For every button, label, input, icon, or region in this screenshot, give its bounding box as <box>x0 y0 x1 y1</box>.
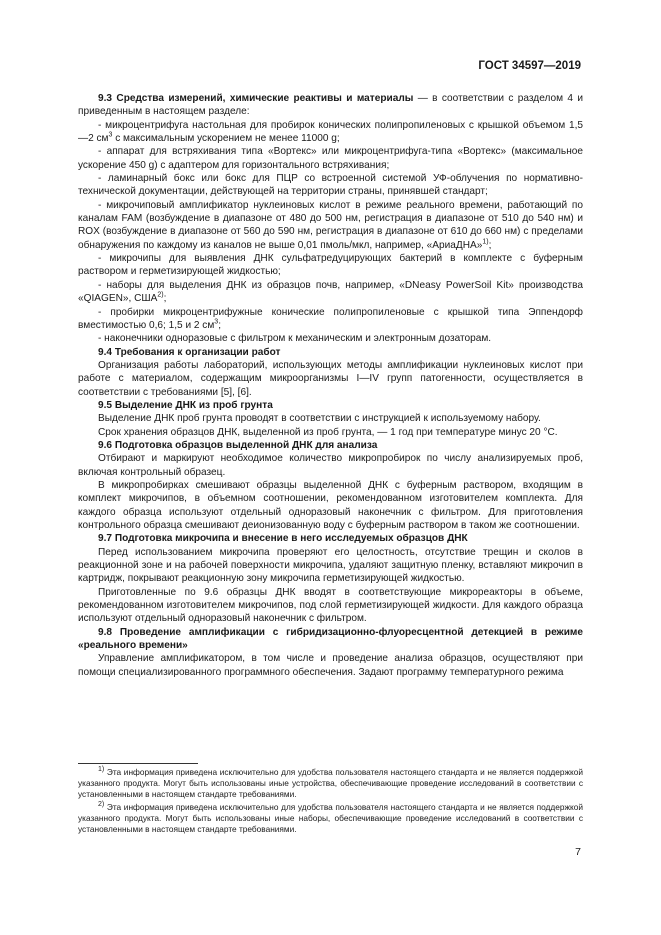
section-9-7-paragraph-2: Приготовленные по 9.6 образцы ДНК вводят в соответствующие микрореакторы в объеме, рекомендованном изготовителем микрочипов, под слой герметизирующей жидкости. Для каждого образца используют отдельный одноразовый наконечник с фильтром. <box>78 586 583 625</box>
list-item-laminar-box: - ламинарный бокс или бокс для ПЦР со встроенной системой УФ-облучения по нормативно-технической документации, действующей на территории страны, принявшей стандарт; <box>78 173 583 198</box>
list-item-microcentrifuge <box>78 119 583 146</box>
list-item-vortex: - аппарат для встряхивания типа «Вортекс» или микроцентрифуга-типа «Вортекс» (максимальное ускорение 450 g) с адаптером для горизонтального встряхивания; <box>78 146 583 171</box>
footnote-text: Эта информация приведена исключительно для удобства пользователя настоящего стандарта и не является поддержкой указанного продукта. Могут быть использованы иные устройства, обеспечивающие проведение исследований в соответствии с установленными в настоящем стандарте требованиями. <box>78 767 583 799</box>
section-9-7-heading: 9.7 Подготовка микрочипа и внесение в него исследуемых образцов ДНК <box>98 533 468 545</box>
section-9-8-paragraph-1: Управление амплификатором, в том числе и проведение анализа образцов, осуществляют при помощи специализированного программного обеспечения. Задают программу температурного режима <box>78 653 583 678</box>
page-number: 7 <box>575 846 581 858</box>
list-item-microchips: - микрочипы для выявления ДНК сульфатредуцирующих бактерий в комплекте с буферным раствором и герметизирующей жидкостью; <box>78 253 583 278</box>
section-9-6-paragraph-1: Отбирают и маркируют необходимое количество микропробирок по числу анализируемых проб, включая контрольный образец. <box>78 453 583 478</box>
list-item-text: ; <box>163 293 167 305</box>
footnote-ref: 2) <box>157 291 164 299</box>
footnote-ref: 1) <box>482 238 489 246</box>
section-9-3-number: 9.3 <box>98 93 113 104</box>
list-item-tips: - наконечники одноразовые с фильтром к механическим и электронным дозаторам. <box>98 333 492 345</box>
section-9-7-paragraph-1: Перед использованием микрочипа проверяют его целостность, отсутствие трещин и сколов в реакционной зоне и на рабочей поверхности микрочипа, удаляют защитную пленку, вставляют микрочип в картридж, покрывают реакционную зону микрочипа герметизирующей жидкостью. <box>78 546 583 585</box>
footnote-1 <box>78 767 583 800</box>
footnote-2 <box>78 802 583 835</box>
list-item-text: с максимальным ускорением не менее 11000 g; <box>112 133 340 145</box>
footnotes <box>78 767 583 837</box>
list-item-text: - наборы для выделения ДНК из образцов почв, например, «DNeasy PowerSoil Kit» производства «QIAGEN», США <box>78 279 583 305</box>
section-9-6-heading: 9.6 Подготовка образцов выделенной ДНК для анализа <box>98 439 378 451</box>
standard-header: ГОСТ 34597—2019 <box>478 60 581 72</box>
list-item-text: - микрочиповый амплификатор нуклеиновых кислот в режиме реального времени, работающий по каналам FAM (возбуждение в диапазоне от 480 до 500 нм, регистрация в диапазоне от 510 до 540 нм) и ROX (возбуждение в диапазоне от 560 до 590 нм, регистрация в диапазоне от 610 до 660 нм) с пределами обнаружения по каждому из каналов не выше 0,01 пмоль/мкл, например, «АриаДНА» <box>78 199 583 251</box>
list-item-amplifier <box>78 199 583 252</box>
superscript: 3 <box>214 318 219 326</box>
section-9-4-heading: 9.4 Требования к организации работ <box>98 346 281 358</box>
section-9-4-paragraph: Организация работы лабораторий, использующих методы амплификации нуклеиновых кислот при работе с материалом, содержащим микроорганизмы I—IV групп патогенности, осуществляется в соответствии с требованиями [5], [6]. <box>78 359 583 398</box>
section-9-5-paragraph-2: Срок хранения образцов ДНК, выделенной из проб грунта, — 1 год при температуре минус 20 °С. <box>98 426 558 438</box>
superscript: 3 <box>108 131 113 139</box>
section-9-3-title: Средства измерений, химические реактивы и материалы <box>116 93 414 104</box>
section-9-6-paragraph-2: В микропробирках смешивают образцы выделенной ДНК с буферным раствором, входящим в комплект микрочипов, в объемном соотношении, рекомендованном изготовителем комплекта. Для каждого образца используют отдельный одноразовый наконечник с фильтром. Для приготовления контрольного образца смешивают деионизованную воду с буферным раствором в таком же соотношении. <box>78 479 583 531</box>
section-9-3-intro-text: — в соответствии с разделом 4 и приведенным в настоящем разделе: <box>78 93 583 118</box>
list-item-tubes <box>78 306 583 333</box>
section-9-3-intro <box>78 92 583 119</box>
footnote-text: Эта информация приведена исключительно для удобства пользователя настоящего стандарта и не является поддержкой указанного продукта. Могут быть использованы иные наборы, обеспечивающие проведение исследований в соответствии с установленными в настоящем стандарте требованиями. <box>78 802 583 834</box>
footnote-divider <box>78 763 198 764</box>
section-9-5-heading: 9.5 Выделение ДНК из проб грунта <box>98 399 273 411</box>
list-item-text: ; <box>218 319 222 331</box>
page-body <box>78 92 583 679</box>
footnote-mark: 1) <box>98 766 105 774</box>
list-item-text: - микроцентрифуга настольная для пробирок конических полипропиленовых с крышкой объемом 1,5—2 см <box>78 119 583 145</box>
footnote-mark: 2) <box>98 801 105 809</box>
section-9-8-heading: 9.8 Проведение амплификации с гибридизационно-флуоресцентной детекцией в режиме «реального времени» <box>78 626 583 652</box>
list-item-text: - пробирки микроцентрифужные конические полипропиленовые с крышкой типа Эппендорф вместимостью 0,6; 1,5 и 2 см <box>78 306 583 331</box>
list-item-dna-kits <box>78 279 583 306</box>
list-item-text: ; <box>488 239 492 251</box>
section-9-5-paragraph-1: Выделение ДНК проб грунта проводят в соответствии с инструкцией к используемому набору. <box>98 413 541 425</box>
